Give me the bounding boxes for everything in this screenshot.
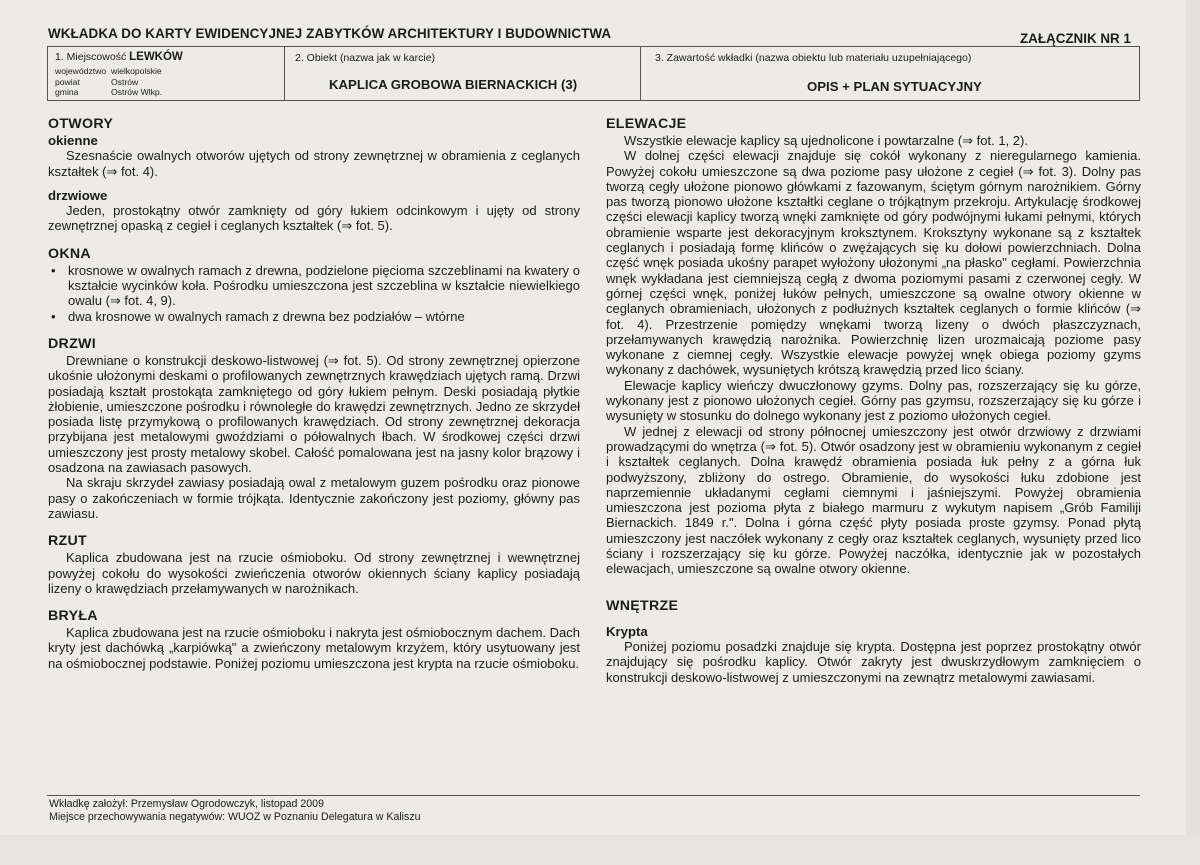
section-heading-otwory: OTWORY: [48, 116, 114, 132]
info-table: [47, 46, 1140, 101]
content-label: 3. Zawartość wkładki (nazwa obiektu lub materiału uzupełniającego): [655, 52, 972, 64]
admin-key: województwo: [55, 66, 107, 76]
footer-storage: Miejsce przechowywania negatywów: WUOZ w Poznaniu Delegatura w Kaliszu: [49, 811, 421, 824]
admin-row: [55, 87, 162, 98]
place-label-row: [55, 51, 284, 63]
section-heading-wnetrze: WNĘTRZE: [606, 597, 679, 614]
right-column: [606, 116, 1141, 685]
footer-author: Wkładkę założył: Przemysław Ogrodowczyk, listopad 2009: [49, 798, 324, 810]
admin-value: wielkopolskie: [111, 66, 162, 76]
place-value: LEWKÓW: [129, 51, 183, 63]
content-cell: [641, 47, 1139, 100]
drzwi-paragraph-1: Drewniane o konstrukcji deskowo-listwowej (⇒ fot. 5). Od strony zewnętrznej opierzone ukośnie ułożonymi deskami o profilowanych zewnętrznych krawędziach ujętych ramą. Drzwi posiadają kształt prostokąta zamkniętego od góry łukiem pełnym. Deski posiadają płytkie żłobienie, umieszczone pośrodku i równoległe do krawędzi zewnętrznych. Jedno ze skrzydeł posiada listę przymykową o profilowanych krawędziach. Od strony zewnętrznej dekoracja przybijana jest metalowymi gwoździami o półowalnych łbach. W środkowej części drzwi umieszczony jest prosty metalowy skobel. Całość pomalowana jest na jasny kolor brązowy i osadzona na zawiasach pasowych.: [48, 352, 580, 476]
section-heading-okna: OKNA: [48, 245, 91, 262]
elewacje-paragraph-4: W jednej z elewacji od strony północnej umieszczony jest otwór drzwiowy z drzwiami prowadzącymi do wnętrza (⇒ fot. 5). Otwór osadzony jest w obramieniu wykonanym z cegieł i kształtek ceglanych. Dolna krawędź obramienia posiada łuk pełny z a górna łuk podwyższony, zbliżony do ostrego. Obramienie, do wysokości łuku zdobione jest naprzemiennie układanymi cegłami ciemnymi i jaśniejszymi. Powyżej obramienia umieszczona jest pozioma płyta z białego marmuru z wykutym napisem „Grób Familiji Biernackich. 1849 r.". Dolna i górna część płyty posiada proste gzymsy. Ponad płytą umieszczony jest naczółek wykonany z cegły oraz kształtek ceglanych, wysunięty przed lico ściany i rozszerzający się ku górze. Powyżej naczółka, identycznie jak w pozostałych elewacjach, umieszczone są owalne otwory okienne.: [606, 423, 1141, 577]
elewacje-paragraph-2: W dolnej części elewacji znajduje się cokół wykonany z nieregularnego kamienia. Powyżej cokołu umieszczone są dwa poziome pasy ułożone z cegieł (⇒ fot. 3). Dolny pas tworzą cegły ułożone pionowo główkami z fazowanym, ściętym górnym narożnikiem. Górny pas tworzą pionowo ułożone kształtki ceglane o trójkątnym przekroju. Artykulację środkowej części elewacji kaplicy tworzą wnęki zamknięte od góry podwójnymi łukami pełnymi, których obramienie wsparte jest dekoracyjnym kroksztynem. Kroksztyny wykonane są z kształtek ceglanych i posiadają formę klińców o zwężających się ku dołowi powierzchniach. Dolna część wnęk posiada ukośny parapet wyłożony ułożonymi „na płasko" cegłami. Powierzchnia wnęk wykładana jest ciemniejszą cegłą z dwoma poziomymi pasami z czerwonej cegły. W górnej części wnęk, poniżej łuków pełnych, umieszczone są owalne otwory okienne w ceglanych obramieniach, ułożonych z podłużnych kształtek ceglanych o formie klińców (⇒ fot. 4). Przestrzenie pomiędzy wnękami tworzą lizeny o dwóch płaszczyznach, przełamywanych krawędzią narożnika. Powierzchnię lizen urozmaicają poziome pasy wykonane z ciemnej cegły. Wszystkie elewacje powyżej wnęk obiega poziomy gzyms wykonany z dachówek, wysuniętych krótszą krawędzią przed lico ściany.: [606, 148, 1141, 378]
section-heading-elewacje: ELEWACJE: [606, 116, 687, 132]
section-heading-rzut: RZUT: [48, 533, 88, 550]
okienne-text: Szesnaście owalnych otworów ujętych od strony zewnętrznej w obramienia z ceglanych kształtek (⇒ fot. 4).: [48, 148, 580, 179]
admin-value: Ostrów: [111, 76, 139, 87]
krypta-text: Poniżej poziomu posadzki znajduje się krypta. Dostępna jest poprzez prostokątny otwór znajdujący się pośrodku kaplicy. Otwór zakryty jest dwuskrzydłowym zamknięciem o konstrukcji deskowo-listwowej z umieszczonymi na zewnątrz metalowymi zawiasami.: [606, 638, 1141, 685]
subheading-drzwiowe: drzwiowe: [48, 187, 108, 203]
elewacje-paragraph-1: Wszystkie elewacje kaplicy są ujednolicone i powtarzalne (⇒ fot. 1, 2).: [624, 133, 1028, 148]
footer: [47, 795, 1140, 825]
bryla-text: Kaplica zbudowana jest na rzucie ośmioboku i nakryta jest ośmiobocznym dachem. Dach kryty jest dachówką „karpiówką" a zwieńczony metalowym krzyżem, który usytuowany jest na ośmiobocznej podstawie. Poniżej poziomu umieszczona jest krypta na rzucie ośmioboku.: [48, 625, 580, 671]
subheading-krypta: Krypta: [606, 623, 648, 639]
content-value: OPIS + PLAN SYTUACYJNY: [807, 79, 982, 94]
subheading-okienne: okienne: [48, 133, 98, 148]
place-label: 1. Miejscowość: [55, 51, 127, 63]
okna-list: [48, 263, 580, 324]
drzwi-paragraph-2: Na skraju skrzydeł zawiasy posiadają owal z metalowym guzem pośrodku oraz pionowe pasy o zakończeniach w formie trójkąta. Identycznie zakończony jest poziomy, główny pas zawiasu.: [48, 475, 580, 521]
object-value: KAPLICA GROBOWA BIERNACKICH (3): [329, 77, 578, 92]
admin-value: Ostrów Wlkp.: [111, 87, 163, 98]
section-heading-bryla: BRYŁA: [48, 608, 98, 625]
admin-key: gmina: [55, 87, 79, 98]
document-title: WKŁADKA DO KARTY EWIDENCYJNEJ ZABYTKÓW ARCHITEKTURY I BUDOWNICTWA: [48, 26, 612, 41]
admin-grid: [55, 66, 162, 98]
admin-row: [55, 66, 162, 77]
left-column: [48, 116, 580, 671]
list-item: • krosnowe w owalnych ramach z drewna, podzielone pięcioma szczeblinami na kwatery o kształcie wycinków koła. Pośrodku umieszczona jest szczeblina w kształcie niewielkiego owalu (⇒ fot. 4, 9).: [48, 263, 580, 309]
list-item: • dwa krosnowe w owalnych ramach z drewna bez podziałów – wtórne: [48, 309, 580, 324]
object-cell: [285, 47, 641, 100]
admin-key: powiat: [55, 76, 80, 87]
scan-edge-bottom: [0, 835, 1200, 865]
scan-edge-right: [1186, 0, 1200, 865]
object-label: 2. Obiekt (nazwa jak w karcie): [295, 52, 436, 64]
place-cell: [48, 47, 285, 100]
elewacje-paragraph-3: Elewacje kaplicy wieńczy dwuczłonowy gzyms. Dolny pas, rozszerzający się ku górze, wykonany jest z pionowo ułożonych cegieł. Górny pas gzymsu, rozszerzający się ku górze i wysunięty w stosunku do dolnego wykonany jest z poziomo ułożonych cegieł.: [606, 377, 1141, 424]
section-heading-drzwi: DRZWI: [48, 335, 96, 352]
admin-row: [55, 77, 162, 88]
rzut-text: Kaplica zbudowana jest na rzucie ośmioboku. Od strony zewnętrznej i wewnętrznej powyżej cokołu do wysokości zwieńczenia otworów okiennych ściany kaplicy posiadają lizeny o krawędziach przełamywanych w narożnikach.: [48, 550, 580, 596]
drzwiowe-text: Jeden, prostokątny otwór zamknięty od góry łukiem odcinkowym i ujęty od strony zewnętrznej opaską z cegieł i ceglanych kształtek (⇒ fot. 5).: [48, 203, 580, 234]
annex-number: ZAŁĄCZNIK NR 1: [1020, 31, 1131, 46]
